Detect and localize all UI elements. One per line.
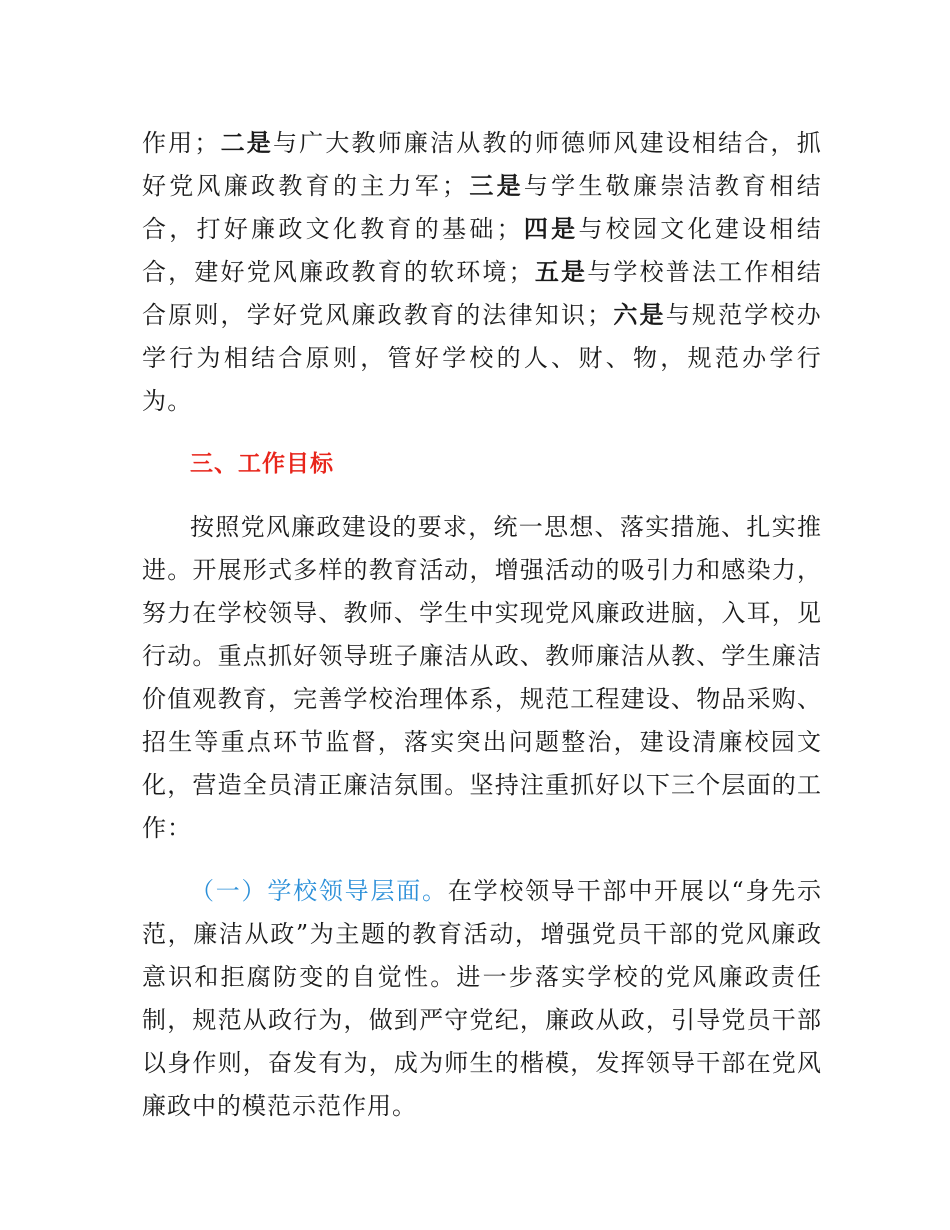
text-segment: 与规范学校办学行为相结合原则，管好学校的人、财、物，规范办学行为。	[142, 301, 822, 415]
text-segment: 在学校领导干部中开展以“身先示范，廉洁从政”为主题的教育活动，增强党员干部的党风廉政意识和拒腐防变的自觉性。进一步落实学校的党风廉政责任制，规范从政行为，做到严守党纪，廉政从政，引导党员干部以身作则，奋发有为，成为师生的楷模，发挥领导干部在党风廉政中的模范示范作用。	[142, 877, 823, 1120]
keyword-six: 六是	[612, 301, 666, 329]
keyword-two: 二是	[219, 129, 273, 157]
document-page	[142, 122, 822, 1128]
text-segment: 与学校普法工作相结合原则，学好党风廉政教育的法律知识；	[142, 258, 823, 329]
paragraph-school-leadership	[142, 870, 822, 1128]
paragraph-work-goals: 按照党风廉政建设的要求，统一思想、落实措施、扎实推进。开展形式多样的教育活动，增强活动的吸引力和感染力，努力在学校领导、教师、学生中实现党风廉政进脑，入耳，见行动。重点抓好领导班子廉洁从政、教师廉洁从教、学生廉洁价值观教育，完善学校治理体系，规范工程建设、物品采购、招生等重点环节监督，落实突出问题整治，建设清廉校园文化，营造全员清正廉洁氛围。坚持注重抓好以下三个层面的工作：	[142, 513, 822, 842]
keyword-five: 五是	[533, 258, 588, 286]
keyword-four: 四是	[521, 215, 579, 243]
text-segment: 作用；	[142, 129, 220, 157]
paragraph-principles-continued	[142, 122, 822, 423]
section-heading-work-goals: 三、工作目标	[190, 451, 334, 477]
text-segment: 与学生敬廉崇洁教育相结合，打好廉政文化教育的基础；	[142, 172, 822, 243]
text-segment: 与广大教师廉洁从教的师德师风建设相结合，抓好党风廉政教育的主力军；	[142, 129, 822, 200]
sub-heading-school-leadership: （一）学校领导层面。	[190, 877, 448, 905]
keyword-three: 三是	[467, 172, 524, 200]
text-segment: 与校园文化建设相结合，建好党风廉政教育的软环境；	[142, 215, 822, 286]
